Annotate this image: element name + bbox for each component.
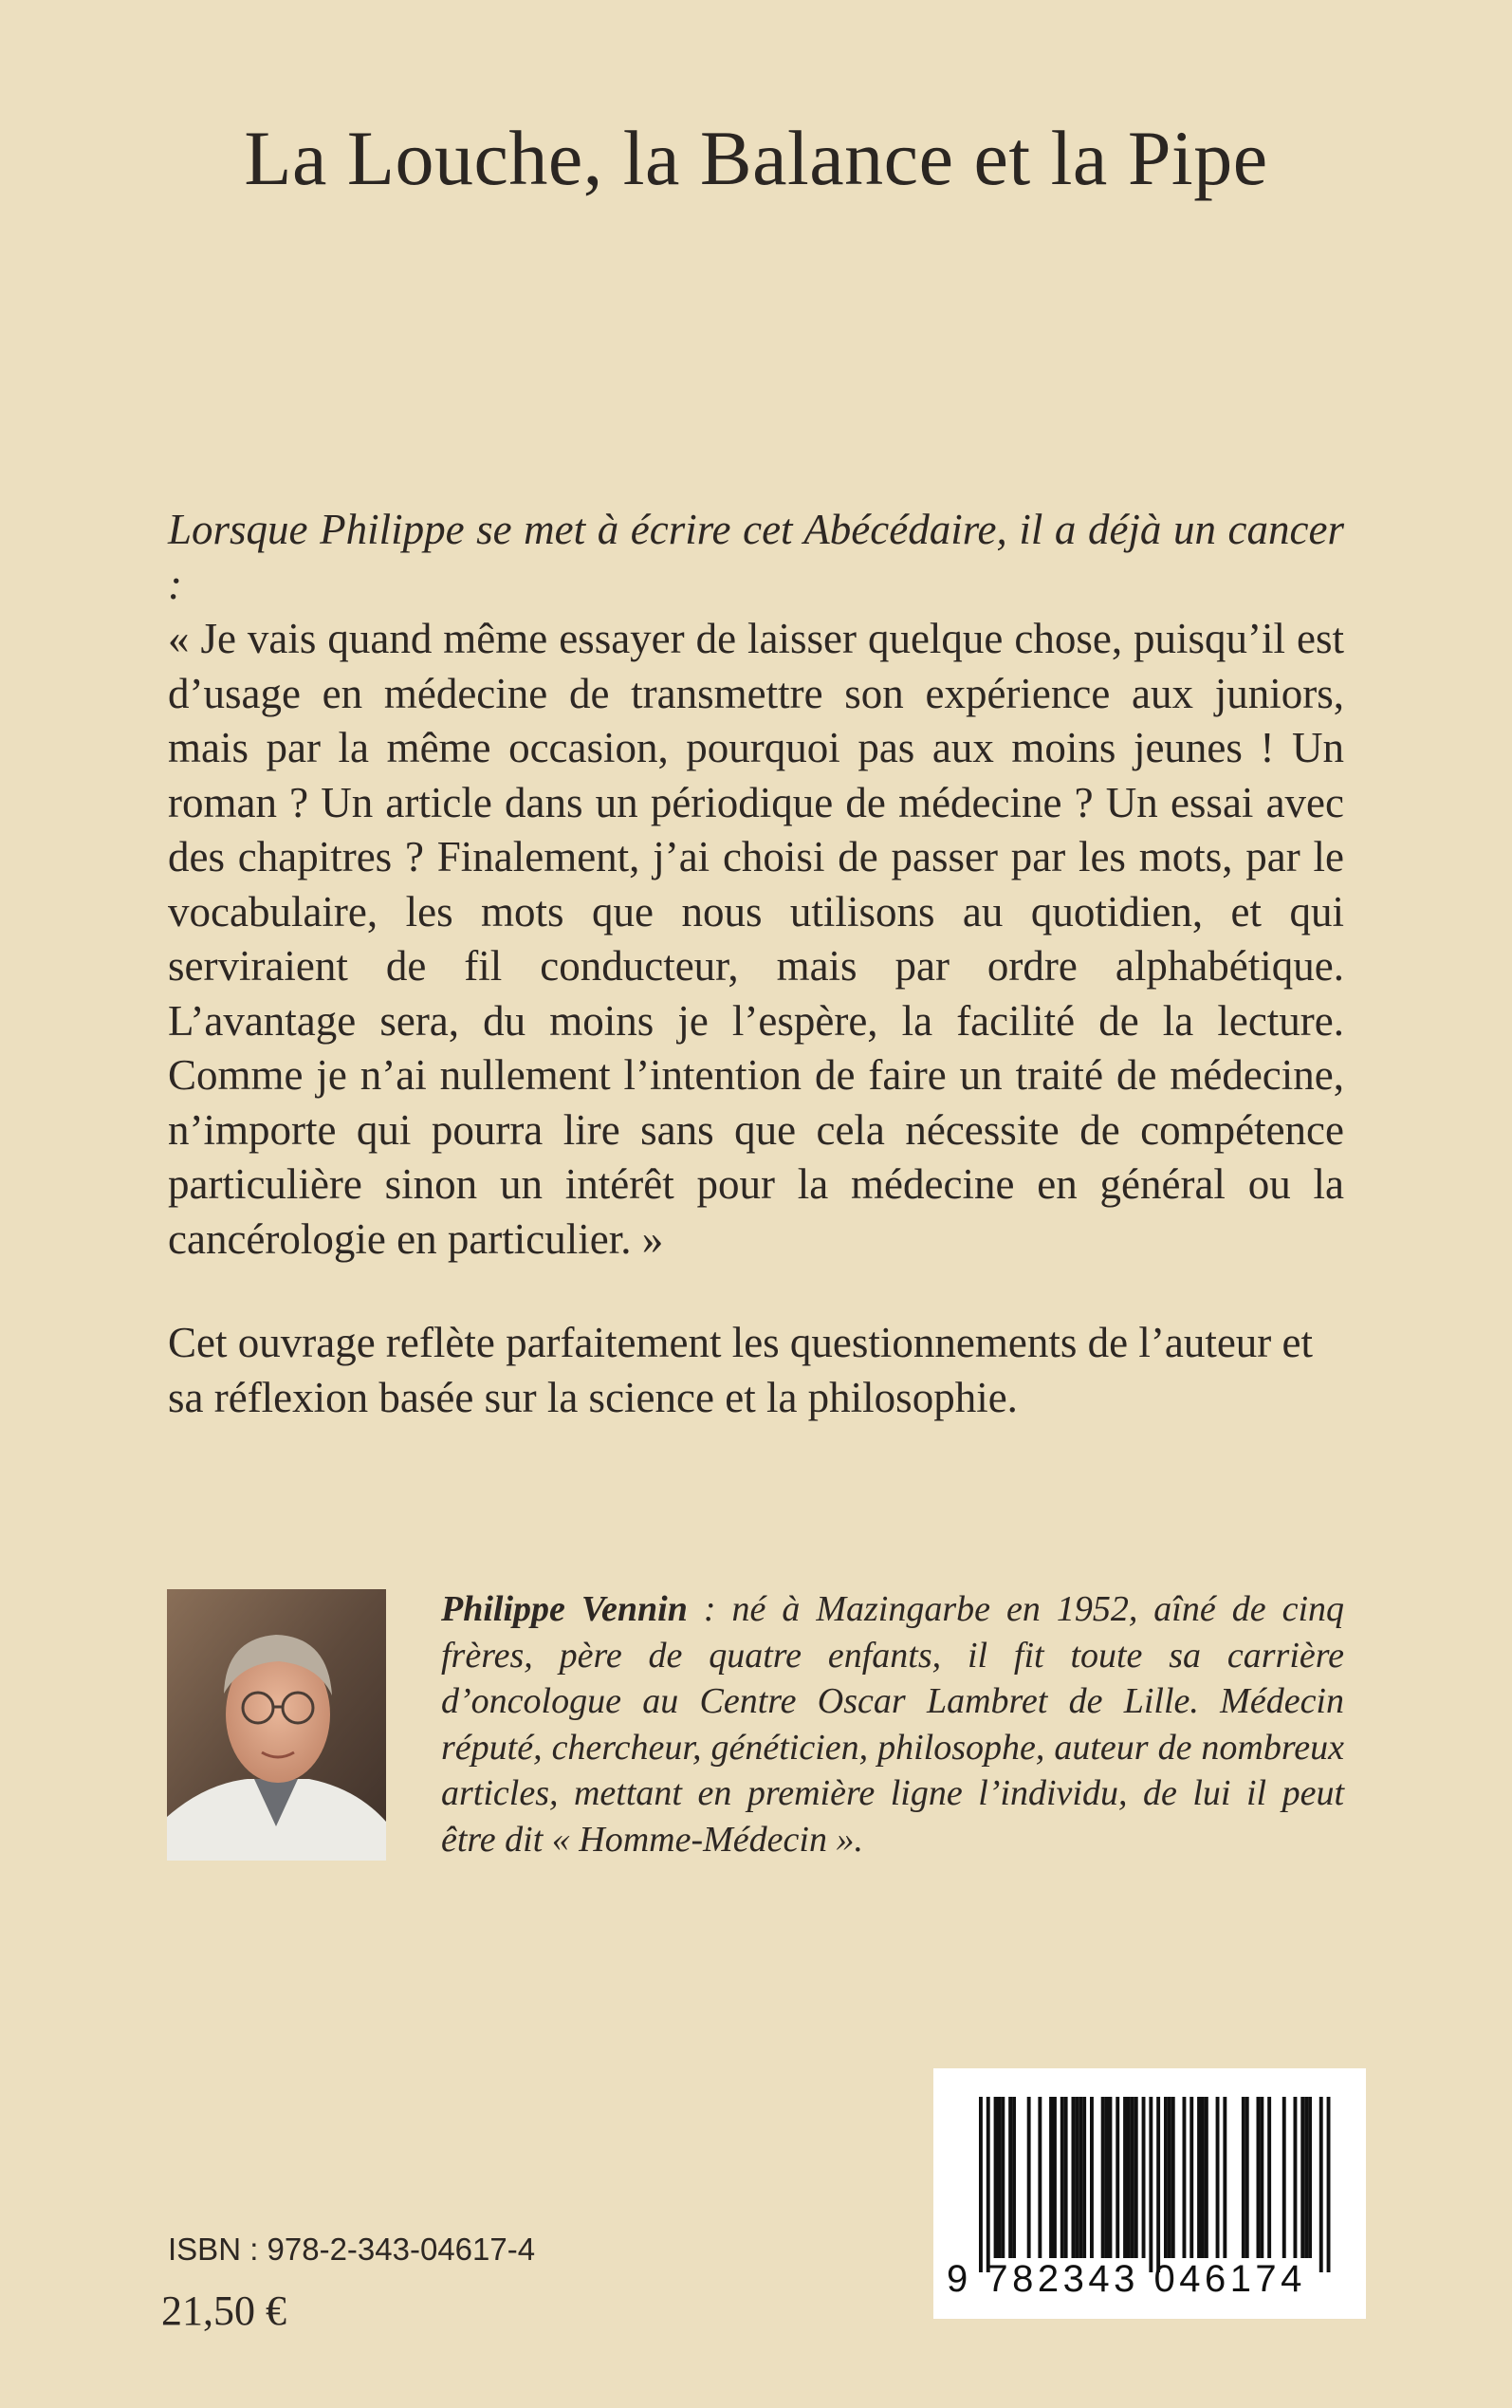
barcode-bar — [1260, 2097, 1263, 2258]
barcode-bar — [1131, 2097, 1134, 2258]
price: 21,50 € — [161, 2288, 286, 2334]
barcode-bar — [1164, 2097, 1168, 2258]
barcode-digits: 9 782343 046174 — [947, 2258, 1306, 2300]
barcode-bar — [994, 2097, 998, 2258]
barcode-bar — [1168, 2097, 1171, 2258]
barcode-bar — [1267, 2097, 1271, 2258]
barcode-bar — [1127, 2097, 1131, 2258]
barcode-bar — [1183, 2097, 1187, 2258]
barcode-bar — [1064, 2097, 1068, 2258]
blurb-quote: « Je vais quand même essayer de laisser quelque chose, puisqu’il est d’usage en médecine de transmettre son expérience aux juniors, mais par la même occasion, pourquoi pas aux moins jeunes ! Un roman ? Un article dans un périodique de médecine ? Un essai avec des chapitres ? Finalement, j’ai choisi de passer par les mots, par le vocabulaire, les mots que nous utilisons au quotidien, et qui serviraient de fil conducteur, mais par ordre alphabétique. L’avantage sera, du moins je l’espère, la facilité de la lecture. Comme je n’ai nullement l’intention de faire un traité de médecine, n’importe qui pourra lire sans que cela nécessite de compétence particulière sinon un intérêt pour la médecine en général ou la cancérologie en particulier. » — [168, 615, 1344, 1263]
barcode-bar — [1012, 2097, 1016, 2258]
barcode-bar — [1079, 2097, 1082, 2258]
barcode-bar — [1294, 2097, 1298, 2258]
barcode-bar — [1300, 2097, 1304, 2258]
barcode-bar — [1282, 2097, 1286, 2258]
barcode-bar — [1142, 2097, 1146, 2258]
barcode-bar — [1201, 2097, 1205, 2258]
author-photo — [167, 1589, 386, 1861]
barcode-bar — [1308, 2097, 1312, 2258]
barcode-bar — [1156, 2097, 1160, 2272]
barcode-bar — [1090, 2097, 1094, 2258]
barcode-bar — [979, 2097, 983, 2272]
isbn: ISBN : 978-2-343-04617-4 — [168, 2232, 536, 2267]
barcode-bar — [1327, 2097, 1331, 2272]
author-bio-text: : né à Mazingarbe en 1952, aîné de cinq frères, père de quatre enfants, il fit toute sa carrière d’oncologue au Centre Oscar Lambret de Lille. Médecin réputé, chercheur, généticien, philosophe, auteur de nombreux articles, mettant en première ligne l’individu, de lui il peut être dit « Homme-Médecin ». — [441, 1589, 1345, 1860]
barcode-bar — [1123, 2097, 1127, 2258]
barcode-bar — [1216, 2097, 1220, 2258]
barcode-bar — [1072, 2097, 1076, 2258]
barcode-bar — [1242, 2097, 1245, 2258]
barcode-bar — [1171, 2097, 1175, 2258]
barcode — [933, 2068, 1366, 2319]
barcode-bar — [1197, 2097, 1201, 2258]
barcode-bar — [1060, 2097, 1064, 2258]
barcode-bar — [1075, 2097, 1079, 2258]
barcode-bar — [1223, 2097, 1226, 2258]
blurb-intro: Lorsque Philippe se met à écrire cet Abécédaire, il a déjà un cancer : — [168, 506, 1344, 608]
barcode-bar — [1134, 2097, 1138, 2258]
barcode-bar — [1049, 2097, 1053, 2258]
barcode-bar — [1149, 2097, 1152, 2272]
blurb-closing: Cet ouvrage reflète parfaitement les questionnements de l’auteur et sa réflexion basée sur la science et la philosophie. — [168, 1319, 1314, 1421]
barcode-bar — [1304, 2097, 1308, 2258]
barcode-bar — [1027, 2097, 1031, 2258]
back-cover-blurb — [168, 503, 1344, 1425]
barcode-bar — [1001, 2097, 1005, 2258]
barcode-bar — [1205, 2097, 1208, 2258]
barcode-bar — [1008, 2097, 1012, 2258]
barcode-bar — [1101, 2097, 1105, 2258]
barcode-bar — [1038, 2097, 1042, 2258]
barcode-bar — [1245, 2097, 1249, 2258]
barcode-bar — [1109, 2097, 1113, 2258]
author-bio — [441, 1586, 1344, 1862]
barcode-bar — [1105, 2097, 1109, 2258]
barcode-bar — [1257, 2097, 1261, 2258]
barcode-bar — [1082, 2097, 1086, 2258]
barcode-bar — [998, 2097, 1002, 2258]
barcode-bar — [986, 2097, 990, 2272]
barcode-bar — [1053, 2097, 1057, 2258]
author-name: Philippe Vennin — [441, 1589, 688, 1629]
barcode-bar — [1319, 2097, 1323, 2272]
barcode-bar — [1116, 2097, 1119, 2258]
barcode-bar — [1189, 2097, 1193, 2258]
book-title: La Louche, la Balance et la Pipe — [244, 115, 1268, 201]
